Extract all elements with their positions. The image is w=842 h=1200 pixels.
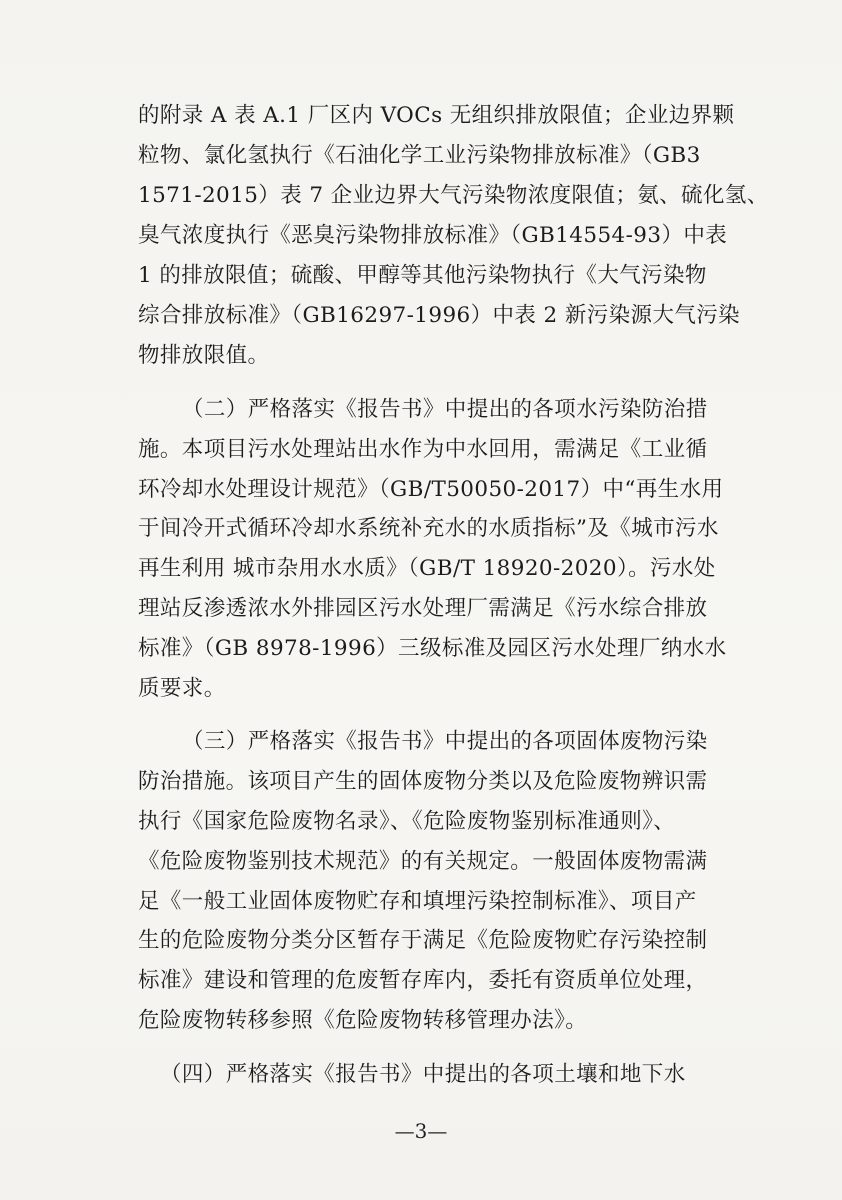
paragraph-water-pollution [138, 390, 748, 708]
text-line: 质要求。 [138, 675, 226, 701]
text-line: （二）严格落实《报告书》中提出的各项水污染防治措 [182, 397, 708, 422]
text-line: 于间冷开式循环冷却水系统补充水的水质指标”及《城市污水 [138, 516, 719, 542]
text-line: 1571-2015）表 7 企业边界大气污染物浓度限值；氨、硫化氢、 [138, 183, 769, 208]
text-line: 防治措施。该项目产生的固体废物分类以及危险废物辨识需 [138, 769, 708, 795]
text-line: 1 的排放限值；硫酸、甲醇等其他污染物执行《大气污染物 [138, 263, 707, 288]
text-line: 《危险废物鉴别技术规范》的有关规定。一般固体废物需满 [138, 848, 708, 874]
text-line: 环冷却水处理设计规范》（GB/T50050-2017）中“再生水用 [138, 476, 724, 502]
paragraph-air-emissions [138, 96, 769, 376]
page-number: —3— [394, 1119, 448, 1143]
body-text [138, 96, 769, 1109]
paragraph-soil-groundwater [138, 1055, 748, 1095]
text-line: 臭气浓度执行《恶臭污染物排放标准》（GB14554-93）中表 [138, 223, 728, 248]
text-line: 的附录 A 表 A.1 厂区内 VOCs 无组织排放限值；企业边界颗 [138, 103, 735, 128]
text-line: 粒物、氯化氢执行《石油化学工业污染物排放标准》（GB3 [138, 143, 701, 168]
text-line: 危险废物转移参照《危险废物转移管理办法》。 [138, 1007, 588, 1033]
text-line: （三）严格落实《报告书》中提出的各项固体废物污染 [182, 729, 708, 755]
text-line: 足《一般工业固体废物贮存和填埋污染控制标准》、项目产 [138, 888, 697, 914]
text-line: 施。本项目污水处理站出水作为中水回用，需满足《工业循 [138, 436, 708, 462]
text-line: （四）严格落实《报告书》中提出的各项土壤和地下水 [160, 1061, 686, 1087]
text-line: 标准》（GB 8978-1996）三级标准及园区污水处理厂纳水水 [138, 635, 727, 661]
text-line: 执行《国家危险废物名录》、《危险废物鉴别标准通则》、 [138, 808, 676, 834]
paragraph-solid-waste [138, 722, 748, 1040]
text-line: 标准》建设和管理的危废暂存库内，委托有资质单位处理， [138, 968, 708, 994]
text-line: 再生利用 城市杂用水水质》（GB/T 18920-2020）。污水处 [138, 556, 716, 582]
text-line: 综合排放标准》（GB16297-1996）中表 2 新污染源大气污染 [138, 303, 741, 328]
text-line: 生的危险废物分类分区暂存于满足《危险废物贮存污染控制 [138, 928, 708, 954]
text-line: 物排放限值。 [138, 343, 270, 368]
text-line: 理站反渗透浓水外排园区污水处理厂需满足《污水综合排放 [138, 595, 708, 621]
